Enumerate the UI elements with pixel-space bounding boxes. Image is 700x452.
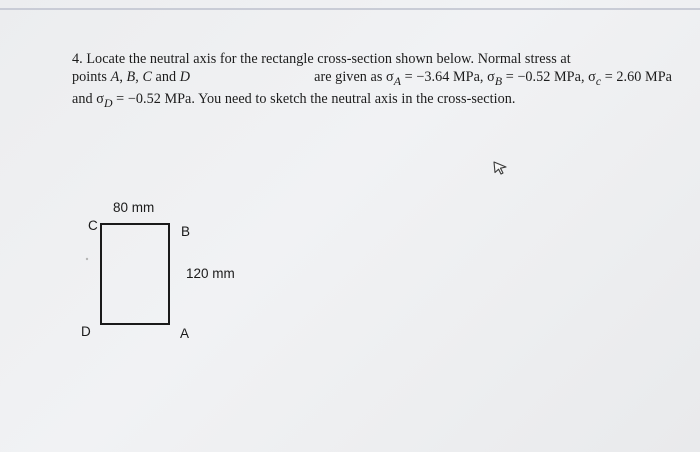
sigma-c-subscript: c [595, 73, 602, 88]
point-d-symbol: D [179, 69, 191, 85]
stress-b-value: = −0.52 MPa, σ [502, 69, 596, 85]
sigma-d-subscript: D [103, 95, 113, 110]
height-dimension-label: 120 mm [186, 266, 235, 281]
problem-text: points [72, 69, 111, 85]
problem-text: 4. Locate the neutral axis for the rectangle cross-section shown below. Normal stress at [72, 51, 571, 67]
problem-text: and [151, 69, 180, 85]
stress-d-value: = −0.52 MPa. You need to sketch the neutral axis in the cross-section. [112, 90, 516, 107]
problem-text: are given as σ [314, 69, 394, 85]
corner-label-a: A [180, 326, 190, 341]
stress-c-value: = 2.60 MPa [601, 69, 672, 85]
sigma-a-subscript: A [393, 73, 402, 88]
cross-section-rectangle [101, 224, 169, 324]
stress-a-value: = −3.64 MPa, σ [401, 69, 495, 85]
point-a-symbol: A [110, 69, 120, 85]
problem-text: , [135, 69, 143, 85]
sigma-b-subscript: B [494, 73, 503, 88]
problem-text: and σ [72, 90, 104, 107]
corner-label-c: C [88, 218, 98, 233]
problem-text: , [119, 69, 127, 85]
point-c-symbol: C [142, 69, 152, 85]
width-dimension-label: 80 mm [113, 200, 155, 215]
corner-label-d: D [81, 324, 91, 339]
corner-label-b: B [181, 224, 191, 239]
point-b-symbol: B [126, 69, 136, 85]
stray-mark [86, 258, 88, 260]
